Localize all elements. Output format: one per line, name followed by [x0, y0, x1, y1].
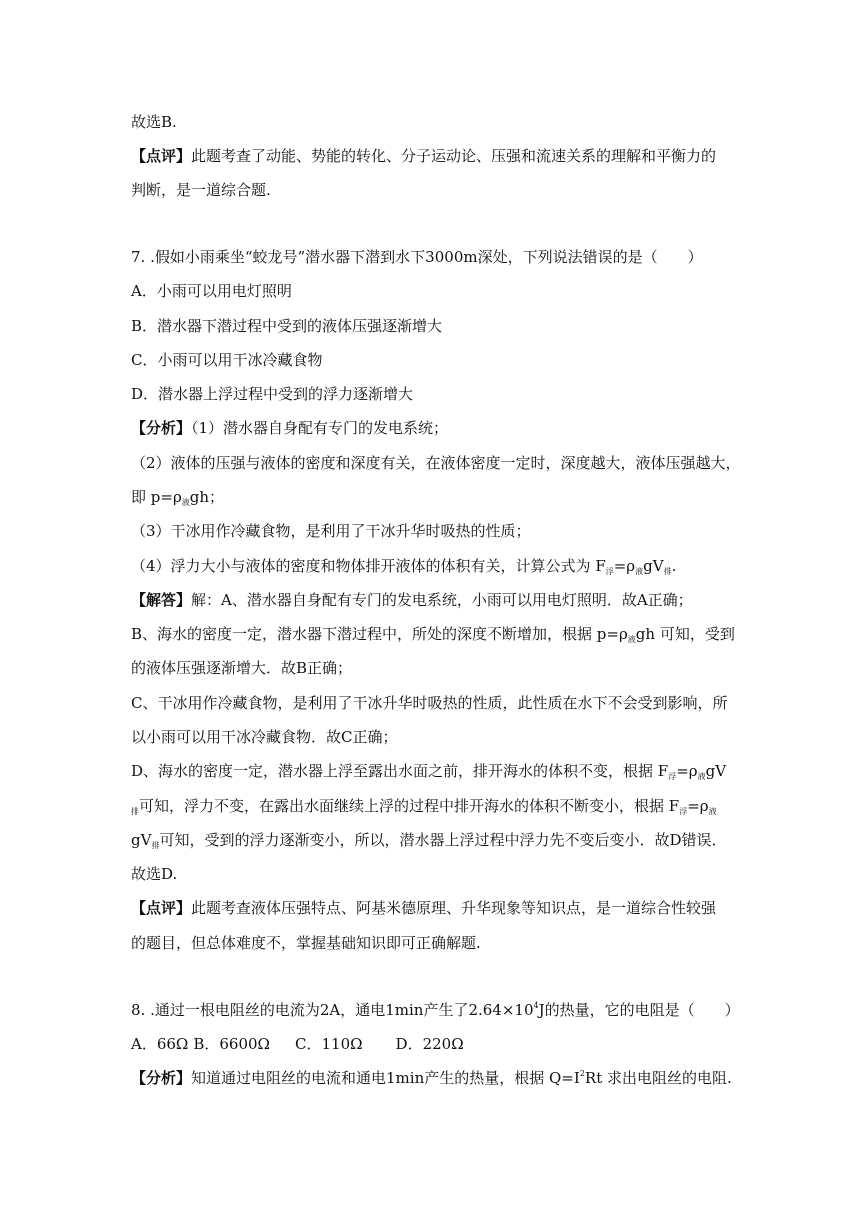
q7-solution-line-4: C、干冰用作冷藏食物，是利用了干冰升华时吸热的性质，此性质在水下不会受到影响，所	[131, 694, 728, 712]
q8-analysis: 【分析】知道通过电阻丝的电流和通电1min产生的热量，根据 $Q=I^2Rt$ 求出电阻丝的电阻.	[131, 1069, 732, 1087]
prev-conclusion: 故选B.	[131, 113, 177, 131]
q8-options	[131, 1034, 464, 1054]
q8-option-b: B．6600Ω	[193, 1035, 270, 1053]
q7-solution-line-7: $_排$可知，浮力不变，在露出水面继续上浮的过程中排开海水的体积不断变小，根据 $F_浮=\rho_液$	[131, 797, 717, 816]
q7-option-a: A．小雨可以用电灯照明	[131, 282, 292, 300]
q7-comment-line-2: 的题目，但总体难度不，掌握基础知识即可正确解题.	[131, 934, 481, 952]
q8-option-a: A．66Ω	[131, 1035, 189, 1053]
q7-solution-line-8: $gV_排$可知，受到的浮力逐渐变小，所以，潜水器上浮过程中浮力先不变后变小．故D错误．	[131, 831, 727, 850]
q8-stem: 8. .通过一根电阻丝的电流为2A，通电1min产生了$2.64\times 10^4J$的热量，它的电阻是（ ）	[131, 1001, 740, 1019]
q7-option-c: C．小雨可以用干冰冷藏食物	[131, 351, 323, 369]
prev-comment-line-1: 【点评】此题考查了动能、势能的转化、分子运动论、压强和流速关系的理解和平衡力的	[131, 147, 717, 165]
q7-analysis-line-4: （3）干冰用作冷藏食物，是利用了干冰升华时吸热的性质；	[131, 522, 531, 540]
q7-analysis-line-3: 即 $p=\rho_液gh$；	[131, 488, 225, 507]
q7-solution-line-3: 的液体压强逐渐增大．故B正确；	[131, 659, 353, 677]
q7-analysis-line-1: 【分析】（1）潜水器自身配有专门的发电系统；	[131, 419, 449, 437]
analysis-tag: 【分析】	[131, 419, 192, 437]
q7-option-d: D．潜水器上浮过程中受到的浮力逐渐增大	[131, 385, 414, 403]
prev-comment-line-2: 判断，是一道综合题.	[131, 181, 271, 199]
comment-tag: 【点评】	[131, 147, 192, 165]
q7-comment-line-1: 【点评】此题考查液体压强特点、阿基米德原理、升华现象等知识点，是一道综合性较强	[131, 899, 717, 917]
q7-solution-line-6: D、海水的密度一定，潜水器上浮至露出水面之前，排开海水的体积不变，根据 $F_浮=\rho_液gV$	[131, 762, 727, 781]
q7-conclusion: 故选D.	[131, 865, 178, 883]
q7-analysis-line-2: （2）液体的压强与液体的密度和深度有关，在液体密度一定时，深度越大，液体压强越大，	[131, 454, 741, 472]
q7-solution-line-5: 以小雨可以用干冰冷藏食物．故C正确；	[131, 728, 398, 746]
comment-tag: 【点评】	[131, 899, 192, 917]
q7-option-b: B．潜水器下潜过程中受到的液体压强逐渐增大	[131, 317, 443, 335]
q7-analysis-line-5: （4）浮力大小与液体的密度和物体排开液体的体积有关，计算公式为 $F_浮=\rho_液gV_排$.	[131, 557, 677, 576]
solution-tag: 【解答】	[131, 591, 192, 609]
q7-solution-line-2: B、海水的密度一定，潜水器下潜过程中，所处的深度不断增加，根据 $p=\rho_液gh$ 可知，受到	[131, 625, 735, 644]
q7-stem: 7. .假如小雨乘坐“蛟龙号”潜水器下潜到水下3000m深处，下列说法错误的是（ ）	[131, 248, 703, 266]
q8-option-d: D．220Ω	[395, 1035, 464, 1053]
q7-solution-line-1: 【解答】解：A、潜水器自身配有专门的发电系统，小雨可以用电灯照明．故A正确；	[131, 591, 693, 609]
analysis-tag: 【分析】	[131, 1069, 192, 1087]
q8-option-c: C．110Ω	[295, 1035, 363, 1053]
